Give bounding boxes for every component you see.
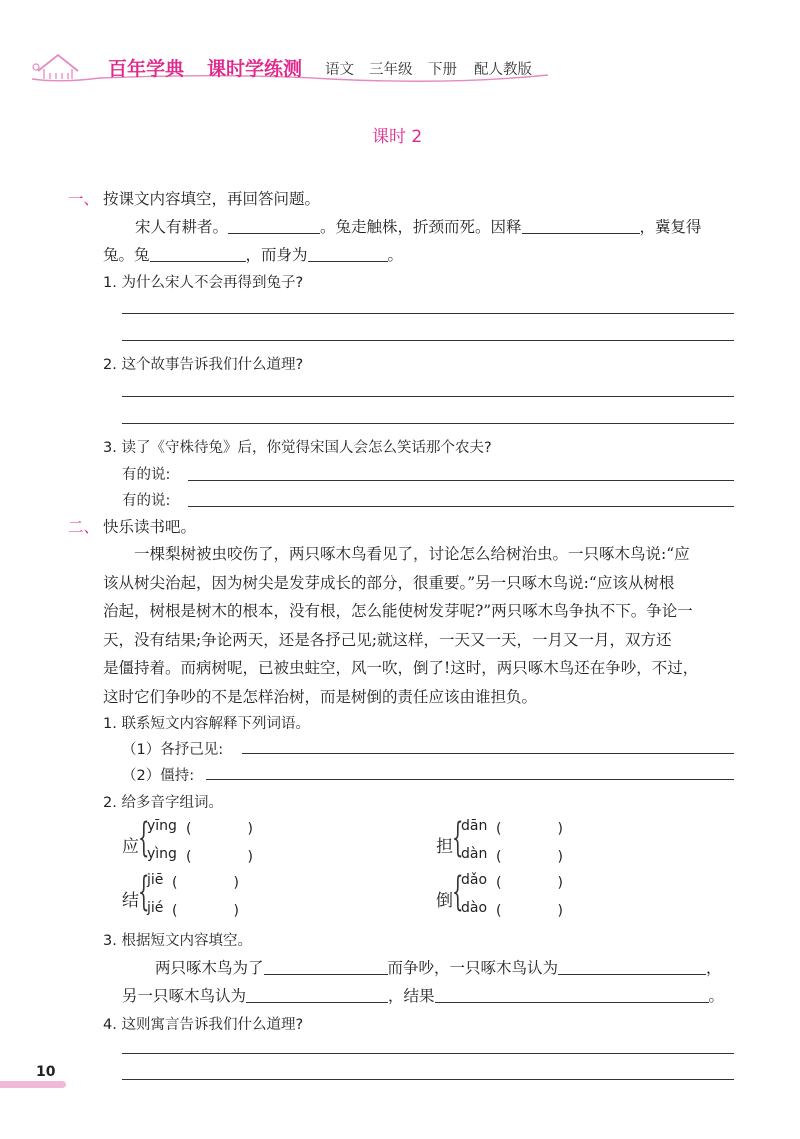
fill-line-2 bbox=[103, 243, 403, 265]
blank[interactable] bbox=[558, 958, 706, 975]
term-1-label: （1）各抒己见: bbox=[122, 742, 224, 758]
fill-text: 而争吵，一只啄木鸟认为 bbox=[387, 959, 559, 977]
fill-text: 。兔走触株，折颈而死。因释 bbox=[320, 218, 522, 236]
section1-heading: 按课文内容填空，再回答问题。 bbox=[103, 190, 321, 208]
q3-fill-line-1 bbox=[155, 956, 722, 978]
pinyin: jiē bbox=[147, 872, 164, 888]
word-blank[interactable]: ( ) bbox=[172, 903, 239, 919]
s1-question-3: 3. 读了《守株待兔》后，你觉得宋国人会怎么笑话那个农夫? bbox=[103, 440, 492, 456]
blank[interactable] bbox=[246, 986, 388, 1003]
blank-4[interactable] bbox=[308, 245, 388, 262]
pinyin: dǎo bbox=[461, 872, 488, 888]
answer-line[interactable] bbox=[122, 313, 734, 314]
fill-text: ，结果 bbox=[388, 987, 435, 1005]
passage-line: 这时它们争吵的不是怎样治树，而是树倒的责任应该由谁担负。 bbox=[103, 687, 538, 706]
footer-bar bbox=[0, 1081, 66, 1088]
answer-line[interactable] bbox=[122, 396, 734, 397]
page-number: 10 bbox=[36, 1064, 56, 1080]
s1-question-1: 1. 为什么宋人不会再得到兔子? bbox=[103, 275, 304, 291]
word-blank[interactable]: ( ) bbox=[186, 821, 253, 837]
header-edition: 配人教版 bbox=[474, 62, 532, 78]
passage-line: 治起，树根是树木的根本，没有根，怎么能使树发芽呢?”两只啄木鸟争执不下。争论一 bbox=[103, 602, 693, 621]
fill-text: 另一只啄木鸟认为 bbox=[122, 987, 247, 1005]
blank-3[interactable] bbox=[150, 245, 246, 262]
someone-said-label: 有的说: bbox=[122, 493, 171, 509]
answer-line[interactable] bbox=[122, 423, 734, 424]
answer-line[interactable] bbox=[122, 1079, 734, 1080]
fill-text: 。 bbox=[708, 987, 725, 1005]
house-icon bbox=[38, 55, 78, 71]
word-blank[interactable]: ( ) bbox=[496, 903, 563, 919]
brace-icon: { bbox=[138, 815, 150, 861]
answer-line[interactable] bbox=[242, 753, 734, 754]
fill-text: 。 bbox=[387, 246, 404, 264]
polyphone-char: 担 bbox=[436, 837, 453, 857]
header-volume: 下册 bbox=[428, 62, 457, 78]
word-blank[interactable]: ( ) bbox=[186, 849, 253, 865]
passage-line: 是僵持着。而病树呢，已被虫蛀空，风一吹，倒了!这时，两只啄木鸟还在争吵，不过， bbox=[103, 659, 699, 678]
blank[interactable] bbox=[435, 986, 709, 1003]
header-subject: 语文 bbox=[325, 62, 354, 78]
polyphone-char: 结 bbox=[122, 891, 139, 911]
s2-question-1: 1. 联系短文内容解释下列词语。 bbox=[103, 716, 310, 732]
fill-text: ，而身为 bbox=[245, 246, 308, 264]
lesson-title: 课时 2 bbox=[372, 127, 423, 147]
answer-line[interactable] bbox=[122, 340, 734, 341]
someone-said-label: 有的说: bbox=[122, 467, 171, 483]
s1-question-2: 2. 这个故事告诉我们什么道理? bbox=[103, 357, 304, 373]
word-blank[interactable]: ( ) bbox=[172, 875, 239, 891]
fill-text: 两只啄木鸟为了 bbox=[155, 959, 264, 977]
s2-question-2: 2. 给多音字组词。 bbox=[103, 795, 223, 811]
pinyin: dàn bbox=[461, 846, 488, 862]
section2-heading: 快乐读书吧。 bbox=[103, 518, 197, 536]
pinyin: dān bbox=[461, 818, 488, 834]
answer-line[interactable] bbox=[188, 480, 734, 481]
s2-question-3: 3. 根据短文内容填空。 bbox=[103, 933, 252, 949]
reading-passage bbox=[103, 540, 735, 712]
brand-name: 百年学典 bbox=[108, 58, 185, 80]
word-blank[interactable]: ( ) bbox=[496, 821, 563, 837]
pinyin: yīng bbox=[147, 818, 177, 834]
fill-text: 宋人有耕者。 bbox=[135, 218, 229, 236]
passage-line: 天，没有结果;争论两天，还是各抒己见;就这样，一天又一天，一月又一月，双方还 bbox=[103, 630, 672, 649]
brace-icon: { bbox=[452, 869, 464, 915]
fill-text: ，冀复得 bbox=[639, 218, 702, 236]
brace-icon: { bbox=[138, 869, 150, 915]
pinyin: jié bbox=[147, 900, 164, 916]
series-name: 课时学练测 bbox=[207, 58, 303, 80]
word-blank[interactable]: ( ) bbox=[496, 849, 563, 865]
q3-fill-line-2 bbox=[122, 984, 724, 1006]
blank[interactable] bbox=[264, 958, 388, 975]
fill-line-1 bbox=[135, 215, 702, 237]
term-2-label: （2）僵持: bbox=[122, 768, 195, 784]
word-blank[interactable]: ( ) bbox=[496, 875, 563, 891]
answer-line[interactable] bbox=[206, 779, 734, 780]
header-grade: 三年级 bbox=[369, 62, 413, 78]
fill-text: ， bbox=[706, 959, 722, 977]
answer-line[interactable] bbox=[122, 1053, 734, 1054]
answer-line[interactable] bbox=[188, 506, 734, 507]
fill-text: 兔。兔 bbox=[103, 246, 150, 264]
passage-line: 该从树尖治起，因为树尖是发芽成长的部分，很重要。”另一只啄木鸟说:“应该从树根 bbox=[103, 573, 675, 592]
s2-question-4: 4. 这则寓言告诉我们什么道理? bbox=[103, 1017, 304, 1033]
blank-1[interactable] bbox=[228, 217, 320, 234]
pinyin: dào bbox=[461, 900, 488, 916]
pinyin: yìng bbox=[147, 846, 177, 862]
brace-icon: { bbox=[452, 815, 464, 861]
polyphone-char: 倒 bbox=[436, 891, 453, 911]
section1-number: 一、 bbox=[68, 190, 100, 208]
blank-2[interactable] bbox=[522, 217, 640, 234]
section2-number: 二、 bbox=[68, 518, 100, 536]
polyphone-char: 应 bbox=[122, 837, 139, 857]
passage-line: 一棵梨树被虫咬伤了，两只啄木鸟看见了，讨论怎么给树治虫。一只啄木鸟说:“应 bbox=[134, 545, 690, 563]
